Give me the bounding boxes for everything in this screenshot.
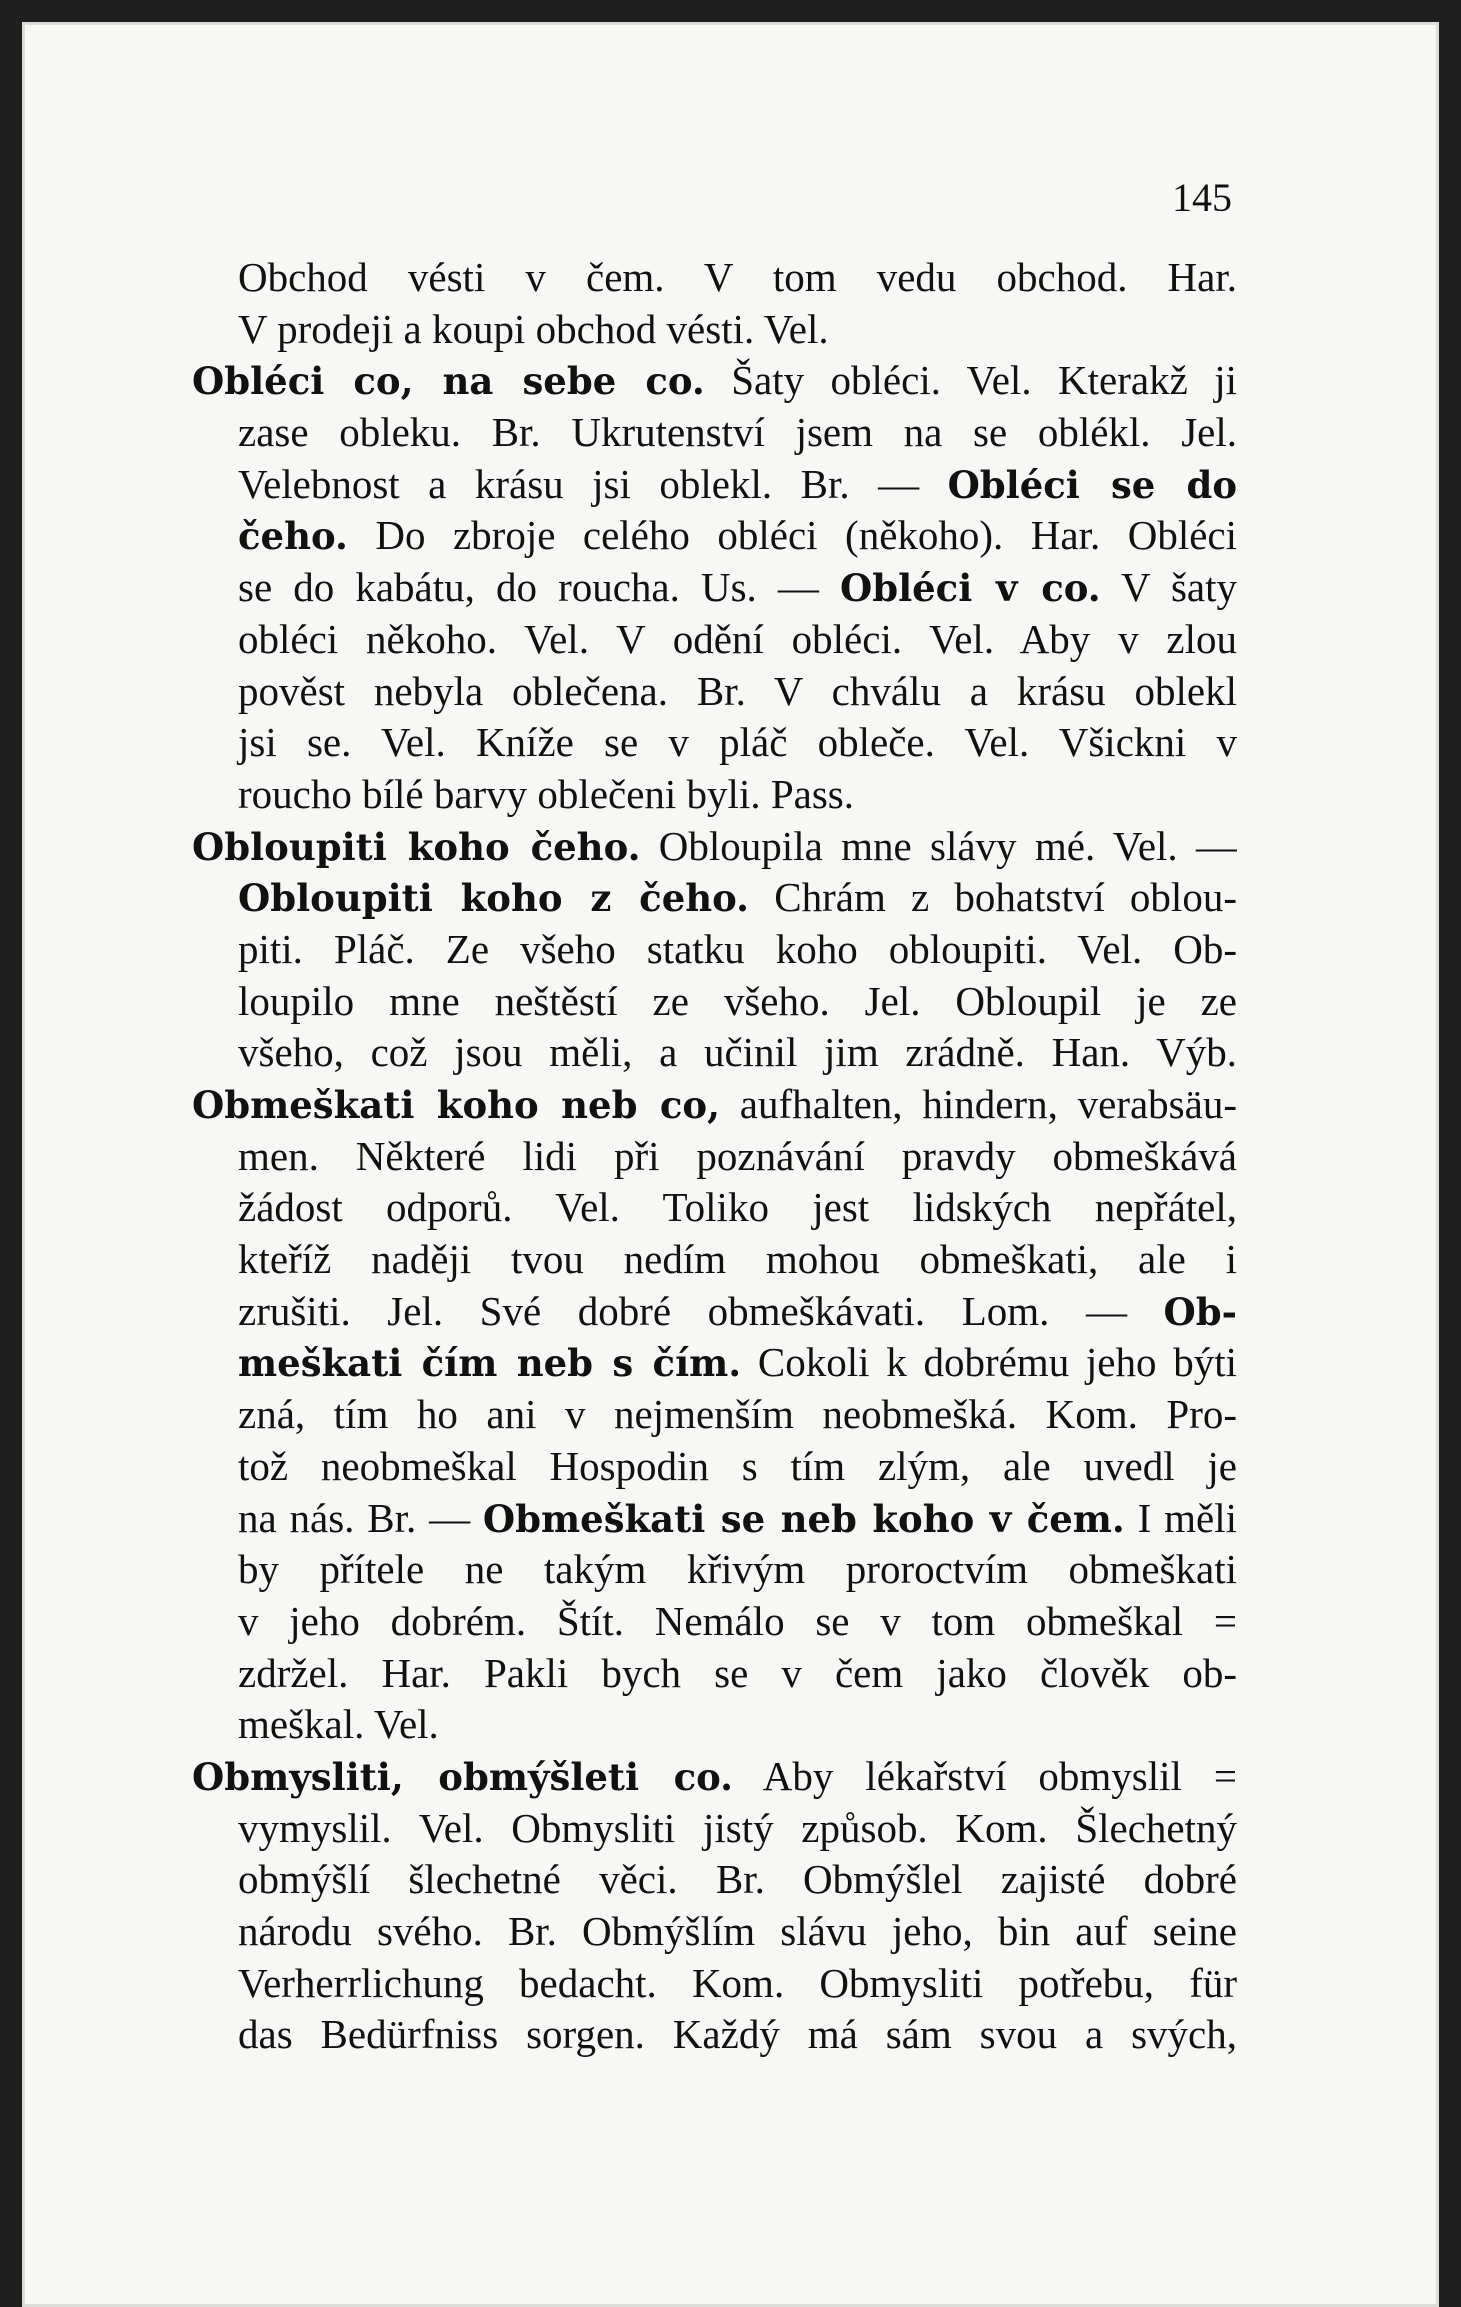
- text-run: piti. Pláč. Ze všeho statku koho obloupiti. Vel. Ob-: [238, 925, 1237, 972]
- text-line: [192, 1182, 1237, 1234]
- headword: Obléci v co.: [839, 566, 1101, 611]
- text-line: [192, 717, 1237, 769]
- text-run: V šaty: [1100, 564, 1237, 611]
- text-line: [192, 1441, 1237, 1493]
- text-run: aufhalten, hindern, verabsäu-: [719, 1081, 1237, 1127]
- text-line: [192, 1389, 1237, 1441]
- text-run: Obloupila mne slávy mé. Vel. —: [640, 822, 1237, 869]
- text-line: [192, 976, 1237, 1028]
- text-line: [192, 1544, 1237, 1596]
- headword: Obmysliti, obmýšleti co.: [192, 1754, 734, 1799]
- text-run: das Bedürfniss sorgen. Každý má sám svou a svých,: [238, 2011, 1237, 2058]
- text-run: Do zbroje celého obléci (někoho). Har. Obléci: [347, 512, 1237, 559]
- text-run: v jeho dobrém. Štít. Nemálo se v tom obmeškal =: [238, 1597, 1237, 1644]
- text-line: [192, 304, 1237, 356]
- text-line: [192, 2009, 1237, 2061]
- text-run: vymyslil. Vel. Obmysliti jistý způsob. Kom. Šlechetný: [238, 1804, 1237, 1851]
- text-run: národu svého. Br. Obmýšlím slávu jeho, bin auf seine: [238, 1908, 1237, 1954]
- text-run: na nás. Br. —: [238, 1494, 483, 1541]
- headword: meškati čím neb s čím.: [238, 1341, 742, 1386]
- text-line: [192, 924, 1237, 976]
- headword: Obléci co, na sebe co.: [192, 359, 705, 404]
- text-run: zdržel. Har. Pakli bych se v čem jako člověk ob-: [238, 1649, 1237, 1696]
- headword: Obléci se do: [947, 462, 1237, 507]
- text-line: [192, 769, 1237, 821]
- text-line: [192, 1596, 1237, 1648]
- text-run: Cokoli k dobrému jeho býti: [741, 1339, 1237, 1386]
- text-run: zná, tím ho ani v nejmenším neobmešká. Kom. Pro-: [238, 1391, 1237, 1438]
- text-run: obmýšlí šlechetné věci. Br. Obmýšlel zajisté dobré: [238, 1856, 1237, 1903]
- page-body-text: [192, 252, 1237, 2061]
- text-run: kteříž naději tvou nedím mohou obmeškati, ale i: [238, 1236, 1237, 1283]
- text-run: žádost odporů. Vel. Toliko jest lidských nepřátel,: [238, 1184, 1237, 1231]
- text-run: obléci někoho. Vel. V odění obléci. Vel. Aby v zlou: [238, 615, 1237, 662]
- text-line: [192, 1751, 1237, 1803]
- headword: Obmeškati se neb koho v čem.: [482, 1496, 1125, 1541]
- text-run: I měli: [1124, 1494, 1237, 1541]
- text-run: jsi se. Vel. Kníže se v pláč obleče. Vel. Všickni v: [238, 719, 1237, 766]
- text-line: [192, 407, 1237, 459]
- text-run: pověst nebyla oblečena. Br. V chválu a krásu oblekl: [238, 667, 1237, 714]
- text-line: [192, 1337, 1237, 1389]
- text-run: zrušiti. Jel. Své dobré obmeškávati. Lom. —: [238, 1287, 1164, 1334]
- text-line: [192, 872, 1237, 924]
- text-line: [192, 1286, 1237, 1338]
- text-line: [192, 562, 1237, 614]
- text-run: roucho bílé barvy oblečeni byli. Pass.: [238, 770, 855, 817]
- text-line: [192, 614, 1237, 666]
- text-run: tož neobmeškal Hospodin s tím zlým, ale uvedl je: [238, 1442, 1237, 1489]
- text-line: [192, 252, 1237, 304]
- text-line: [192, 1079, 1237, 1131]
- text-run: Chrám z bohatství oblou-: [749, 874, 1237, 921]
- text-run: Verherrlichung bedacht. Kom. Obmysliti potřebu, für: [238, 1959, 1237, 2006]
- text-run: všeho, což jsou měli, a učinil jim zrádně. Han. Výb.: [238, 1029, 1237, 1076]
- text-run: by přítele ne takým křivým proroctvím obmeškati: [238, 1546, 1237, 1593]
- text-line: [192, 1906, 1237, 1958]
- text-run: meškal. Vel.: [238, 1701, 439, 1748]
- text-run: Aby lékařství obmyslil =: [733, 1752, 1237, 1799]
- text-line: [192, 1958, 1237, 2010]
- headword: Obloupiti koho z čeho.: [238, 876, 750, 921]
- headword: Ob-: [1163, 1289, 1237, 1334]
- book-page: [22, 22, 1439, 2307]
- text-run: men. Některé lidi při poznávání pravdy obmeškává: [238, 1132, 1237, 1179]
- text-line: [192, 1493, 1237, 1545]
- text-run: se do kabátu, do roucha. Us. —: [238, 564, 840, 611]
- text-line: [192, 666, 1237, 718]
- headword: Obmeškati koho neb co,: [192, 1083, 720, 1127]
- text-run: Šaty obléci. Vel. Kterakž ji: [704, 357, 1237, 404]
- page-number: 145: [1172, 175, 1232, 220]
- text-run: V prodeji a koupi obchod vésti. Vel.: [238, 305, 829, 352]
- text-line: [192, 1234, 1237, 1286]
- headword: čeho.: [238, 514, 348, 559]
- text-run: loupilo mne neštěstí ze všeho. Jel. Obloupil je ze: [238, 977, 1237, 1024]
- text-line: [192, 821, 1237, 873]
- text-run: zase obleku. Br. Ukrutenství jsem na se oblékl. Jel.: [238, 409, 1237, 456]
- text-line: [192, 1648, 1237, 1700]
- text-line: [192, 1699, 1237, 1751]
- text-run: Obchod vésti v čem. V tom vedu obchod. Har.: [238, 254, 1237, 300]
- text-line: [192, 1803, 1237, 1855]
- text-line: [192, 1027, 1237, 1079]
- text-line: [192, 510, 1237, 562]
- text-line: [192, 1131, 1237, 1183]
- text-line: [192, 1854, 1237, 1906]
- text-line: [192, 459, 1237, 511]
- text-run: Velebnost a krásu jsi oblekl. Br. —: [238, 460, 948, 507]
- text-line: [192, 355, 1237, 407]
- headword: Obloupiti koho čeho.: [192, 824, 641, 869]
